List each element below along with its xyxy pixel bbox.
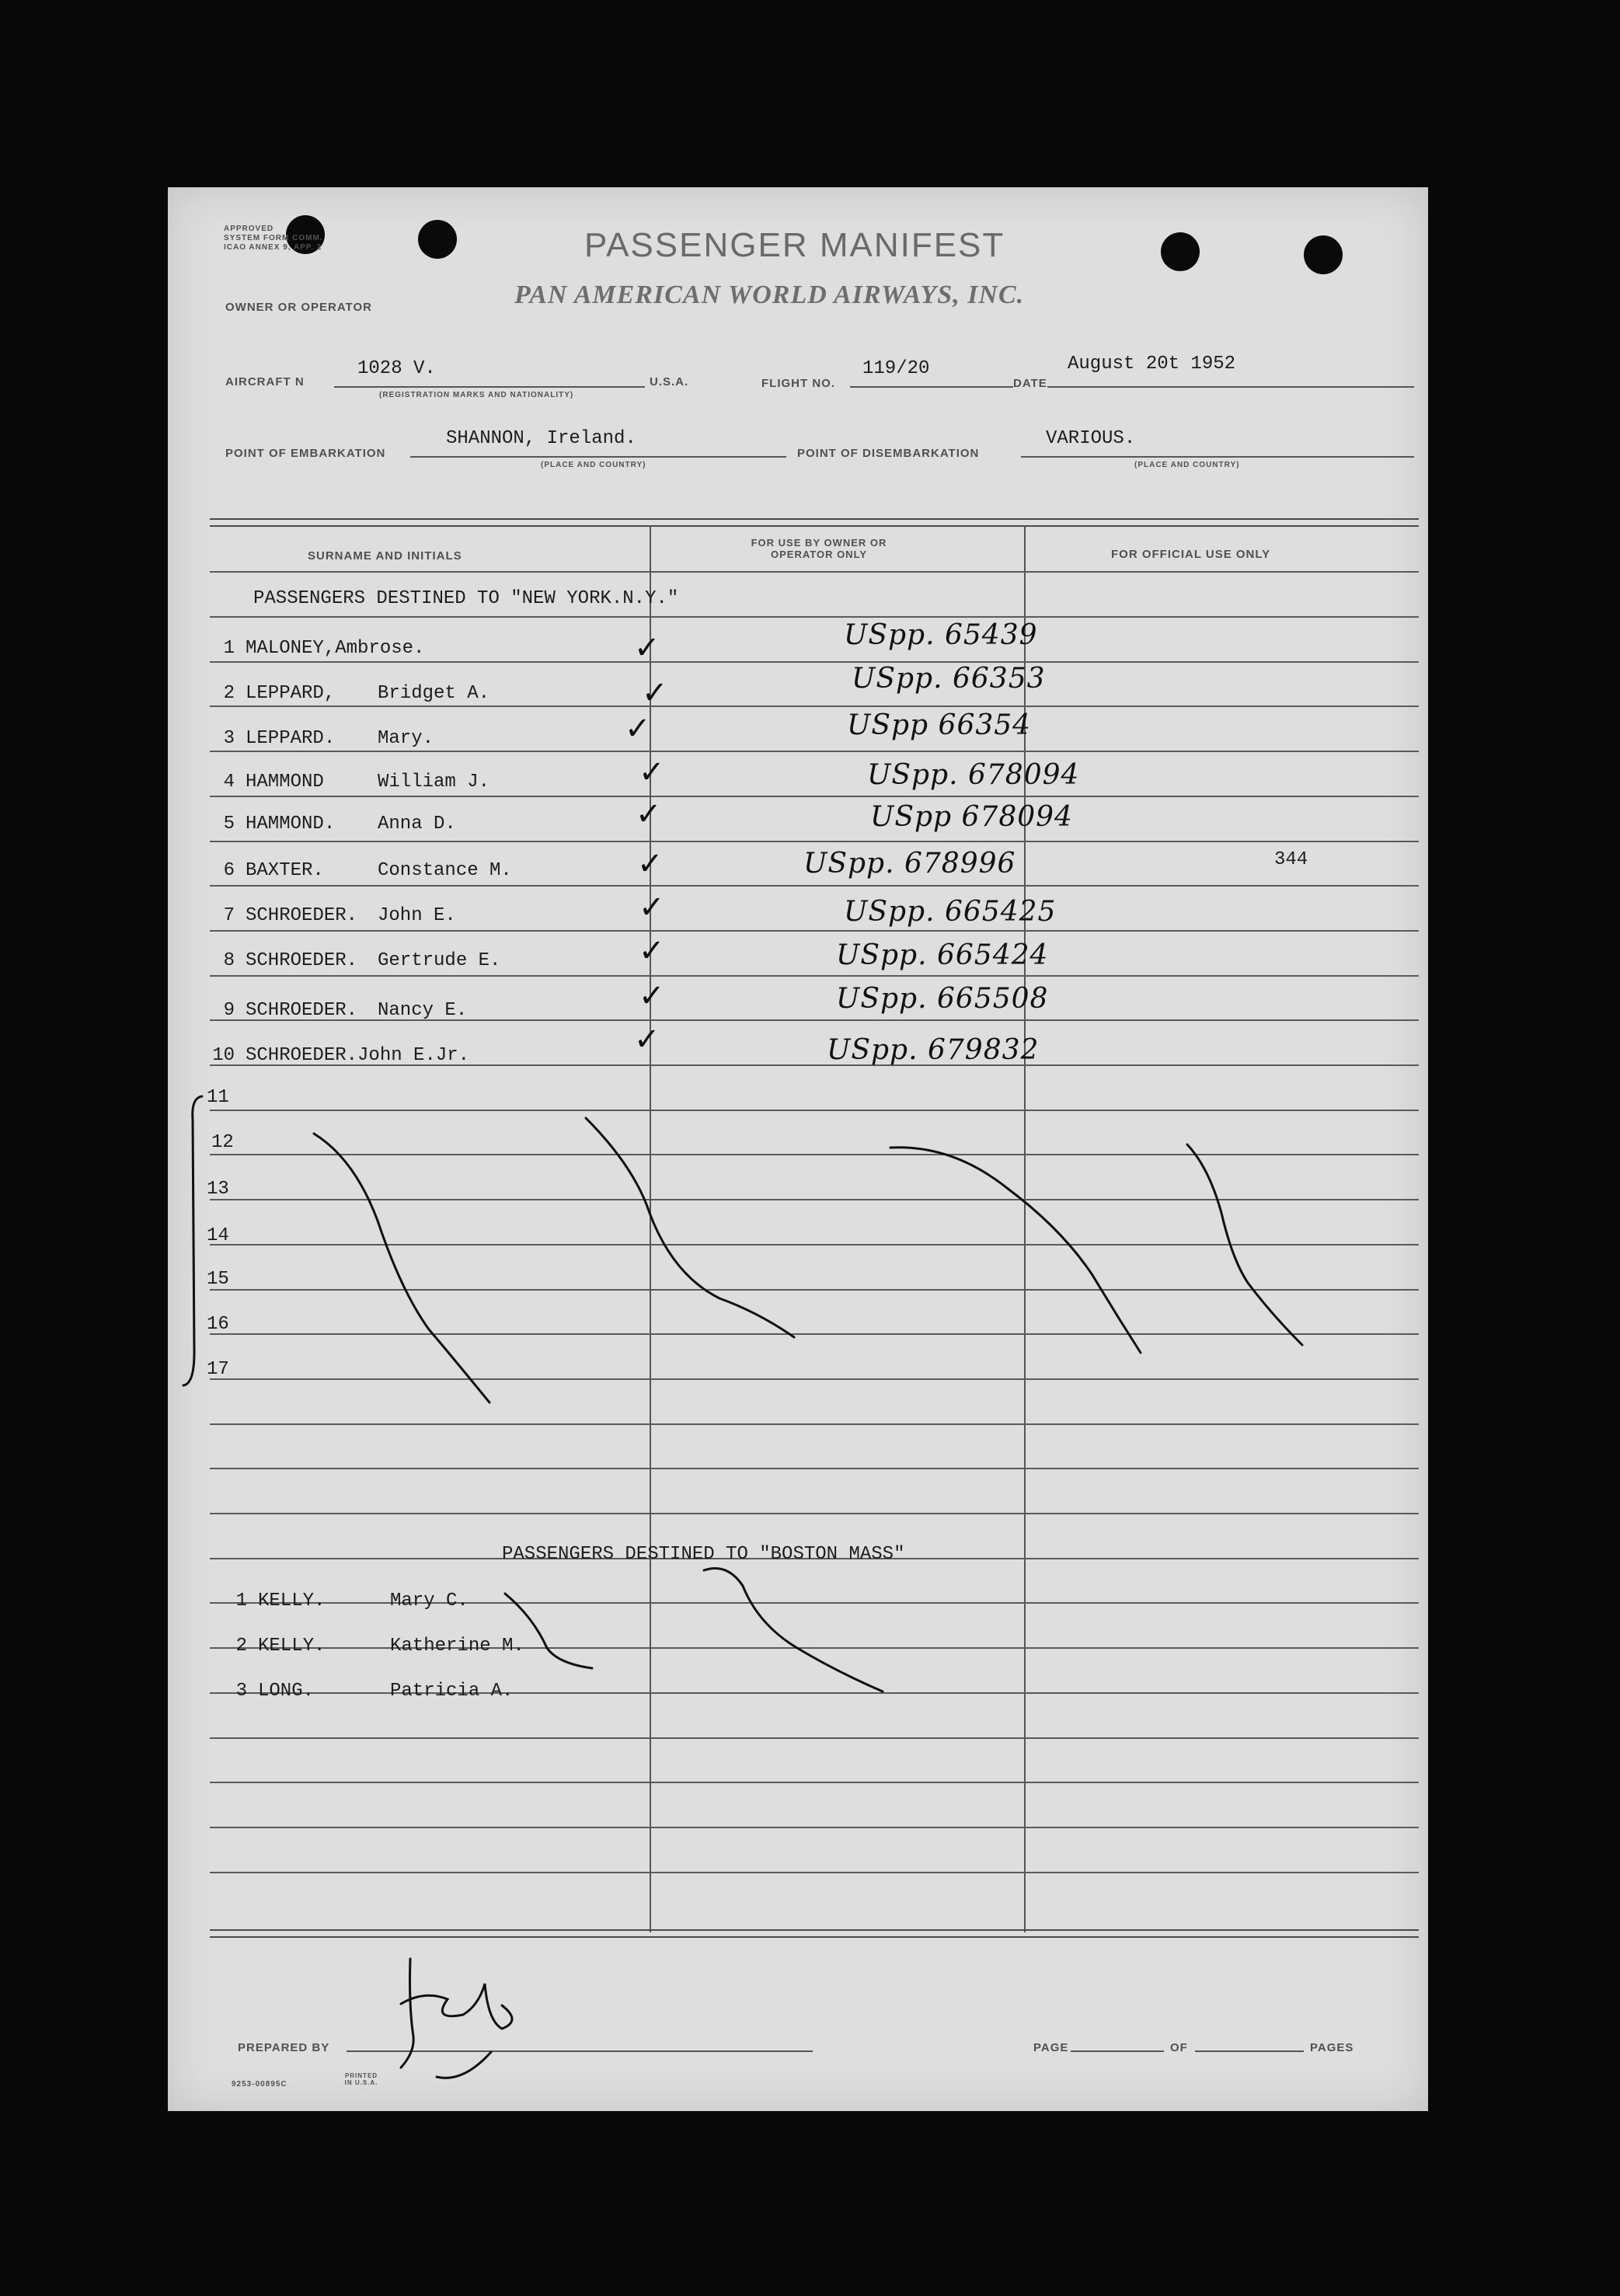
list-item: 7 SCHROEDER. John E. (223, 905, 456, 926)
date-label: DATE (1013, 377, 1047, 390)
check-mark: ✓ (634, 630, 660, 666)
prepared-by-label: PREPARED BY (238, 2041, 330, 2054)
list-item: 1 KELLY. Mary C. (235, 1590, 469, 1611)
col-surname-header: SURNAME AND INITIALS (308, 549, 462, 563)
check-mark: ✓ (639, 890, 665, 925)
list-item: 10 SCHROEDER.John E.Jr. (212, 1045, 470, 1066)
passport-number: USpp. 665508 (836, 983, 1049, 1015)
place-note: (PLACE AND COUNTRY) (1134, 461, 1240, 469)
row-number: 16 (207, 1314, 229, 1335)
place-note: (PLACE AND COUNTRY) (541, 461, 646, 469)
owner-name: PAN AMERICAN WORLD AIRWAYS, INC. (514, 280, 1025, 309)
bracket-stroke (183, 1096, 202, 1385)
cancel-stroke (505, 1594, 592, 1668)
cancel-stroke (890, 1148, 1141, 1353)
check-mark: ✓ (639, 933, 665, 969)
disembarkation-value: VARIOUS. (1046, 428, 1136, 449)
cancel-stroke (704, 1569, 883, 1692)
registration-note: (REGISTRATION MARKS AND NATIONALITY) (379, 391, 574, 399)
list-item: 3 LONG. Patricia A. (235, 1681, 514, 1702)
form-title: PASSENGER MANIFEST (584, 226, 1005, 264)
passport-number: USpp. 66353 (852, 663, 1046, 695)
passport-number: USpp 66354 (847, 709, 1032, 741)
row-number: 14 (207, 1225, 229, 1246)
row-number: 15 (207, 1269, 229, 1290)
disembarkation-label: POINT OF DISEMBARKATION (797, 447, 980, 460)
row-number: 11 (207, 1087, 229, 1108)
passport-number: USpp. 665425 (844, 896, 1057, 928)
passport-number: USpp. 678996 (803, 848, 1016, 880)
row-number: 13 (207, 1179, 229, 1200)
boston-group-heading: PASSENGERS DESTINED TO "BOSTON MASS" (502, 1544, 905, 1565)
check-mark: ✓ (634, 1022, 660, 1057)
cancel-stroke (1187, 1145, 1302, 1345)
official-note: 344 (1274, 849, 1308, 870)
pages-label: PAGES (1310, 2041, 1354, 2054)
embarkation-label: POINT OF EMBARKATION (225, 447, 386, 460)
aircraft-label: AIRCRAFT N (225, 375, 305, 388)
ny-group-heading: PASSENGERS DESTINED TO "NEW YORK.N.Y." (253, 588, 679, 609)
signature-stroke (401, 1959, 512, 2078)
check-mark: ✓ (639, 978, 665, 1014)
check-mark: ✓ (636, 796, 662, 832)
page-label: PAGE (1033, 2041, 1069, 2054)
embarkation-value: SHANNON, Ireland. (446, 428, 636, 449)
check-mark: ✓ (639, 754, 665, 790)
check-mark: ✓ (637, 846, 664, 882)
col-owner-header: FOR USE BY OWNER OR OPERATOR ONLY (751, 537, 887, 560)
usa-label: U.S.A. (650, 375, 689, 388)
passport-number: USpp. 679832 (827, 1034, 1040, 1066)
passport-number: USpp. 678094 (867, 759, 1080, 791)
check-mark: ✓ (625, 711, 651, 747)
row-number: 17 (207, 1359, 229, 1380)
row-number: 12 (211, 1132, 234, 1153)
passport-number: USpp. 665424 (836, 939, 1049, 971)
of-label: OF (1170, 2041, 1188, 2054)
date-value: August 20t 1952 (1068, 354, 1236, 375)
passport-number: USpp. 65439 (844, 619, 1038, 651)
list-item: 5 HAMMOND. Anna D. (223, 814, 456, 834)
col-official-header: FOR OFFICIAL USE ONLY (1111, 548, 1271, 561)
list-item: 1 MALONEY,Ambrose. (223, 638, 425, 659)
approval-note: APPROVED SYSTEM FORM COMM. ICAO ANNEX 9, APP. 2 (224, 225, 323, 252)
cancel-stroke (586, 1118, 794, 1337)
list-item: 8 SCHROEDER. Gertrude E. (223, 950, 501, 971)
passport-number: USpp 678094 (870, 801, 1073, 833)
list-item: 3 LEPPARD. Mary. (223, 728, 434, 749)
list-item: 2 KELLY. Katherine M. (235, 1636, 524, 1657)
form-number: 9253-00895C (232, 2080, 287, 2089)
printed-note: PRINTED IN U.S.A. (344, 2072, 378, 2086)
list-item: 2 LEPPARD, Bridget A. (223, 683, 490, 704)
list-item: 6 BAXTER. Constance M. (223, 860, 512, 881)
check-mark: ✓ (642, 675, 668, 711)
flight-value: 119/20 (862, 358, 930, 379)
list-item: 9 SCHROEDER. Nancy E. (223, 1000, 468, 1021)
manifest-page (168, 187, 1428, 2111)
list-item: 4 HAMMOND William J. (223, 772, 490, 793)
flight-label: FLIGHT NO. (761, 377, 835, 390)
aircraft-value: 1028 V. (357, 358, 436, 379)
owner-label: OWNER OR OPERATOR (225, 301, 372, 314)
handwriting-strokes (168, 187, 1428, 2111)
cancel-stroke (314, 1134, 489, 1402)
